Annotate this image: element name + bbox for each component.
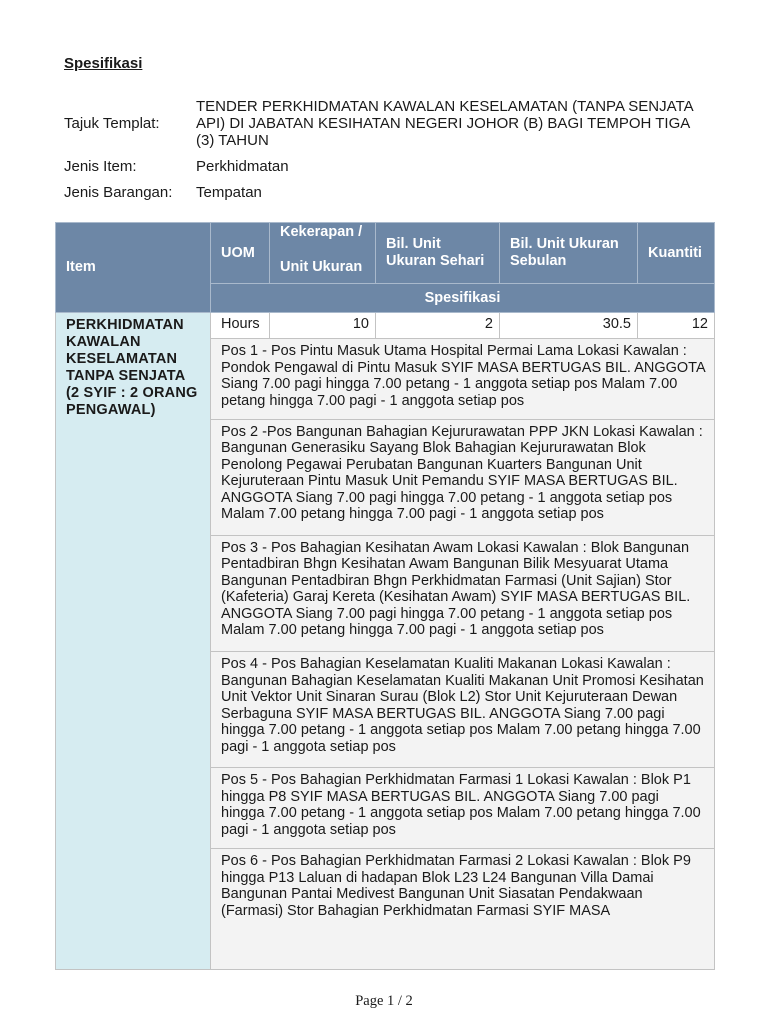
kekerapan-cell: 10 xyxy=(270,313,376,339)
specification-table xyxy=(55,222,715,970)
header-bil-sebulan: Bil. Unit Ukuran Sebulan xyxy=(500,223,638,284)
spec-pos-3: Pos 3 - Pos Bahagian Kesihatan Awam Lokasi Kawalan : Blok Bangunan Pentadbiran Bhgn Kesihatan Awam Bangunan Bilik Mesyuarat Utama Bangunan Pentadbiran Bhgn Perkhidmatan Farmasi (Unit Sajian) Stor (Kafeteria) Garaj Kereta (Kesihatan Awam) SYIF MASA BERTUGAS BIL. ANGGOTA Siang 7.00 pagi hingga 7.00 petang - 1 anggota setiap pos Malam 7.00 petang hingga 7.00 pagi - 1 anggota setiap pos xyxy=(211,535,715,651)
jenis-barangan-value: Tempatan xyxy=(196,184,262,201)
header-spesifikasi: Spesifikasi xyxy=(211,284,715,313)
header-kekerapan-line2: Unit Ukuran xyxy=(280,259,363,275)
tajuk-value: TENDER PERKHIDMATAN KAWALAN KESELAMATAN (TANPA SENJATA API) DI JABATAN KESIHATAN NEGERI JOHOR (B) BAGI TEMPOH TIGA (3) TAHUN xyxy=(196,98,693,149)
kuantiti-cell: 12 xyxy=(638,313,715,339)
spec-pos-2: Pos 2 -Pos Bangunan Bahagian Kejururawatan PPP JKN Lokasi Kawalan : Bangunan Generasiku Sayang Blok Bahagian Kejururawatan Blok Penolong Pegawai Perubatan Bangunan Kuarters Bangunan Unit Kejuruteraan Pintu Masuk Unit Pemandu SYIF MASA BERTUGAS BIL. ANGGOTA Siang 7.00 pagi hingga 7.00 petang - 1 anggota setiap pos Malam 7.00 petang hingga 7.00 pagi - 1 anggota setiap pos xyxy=(211,419,715,535)
header-kekerapan-line1: Kekerapan / xyxy=(280,224,363,240)
spec-pos-5: Pos 5 - Pos Bahagian Perkhidmatan Farmasi 1 Lokasi Kawalan : Blok P1 hingga P8 SYIF MASA BERTUGAS BIL. ANGGOTA Siang 7.00 pagi hingga 7.00 petang - 1 anggota setiap pos Malam 7.00 petang hingga 7.00 pagi - 1 anggota setiap pos xyxy=(211,768,715,849)
section-heading: Spesifikasi xyxy=(64,55,143,72)
header-kekerapan xyxy=(270,223,376,284)
uom-cell: Hours xyxy=(211,313,270,339)
header-uom: UOM xyxy=(211,223,270,284)
jenis-barangan-label: Jenis Barangan: xyxy=(64,184,173,201)
jenis-item-label: Jenis Item: xyxy=(64,158,137,175)
header-bil-sehari: Bil. Unit Ukuran Sehari xyxy=(376,223,500,284)
item-name-cell: PERKHIDMATAN KAWALAN KESELAMATAN TANPA SENJATA (2 SYIF : 2 ORANG PENGAWAL) xyxy=(56,313,211,970)
spec-pos-1: Pos 1 - Pos Pintu Masuk Utama Hospital Permai Lama Lokasi Kawalan : Pondok Pengawal di Pintu Masuk SYIF MASA BERTUGAS BIL. ANGGOTA Siang 7.00 pagi hingga 7.00 petang - 1 anggota setiap pos Malam 7.00 petang hingga 7.00 pagi - 1 anggota setiap pos xyxy=(211,339,715,420)
jenis-item-value: Perkhidmatan xyxy=(196,158,289,175)
header-kuantiti: Kuantiti xyxy=(638,223,715,284)
bil-sebulan-cell: 30.5 xyxy=(500,313,638,339)
header-item: Item xyxy=(56,223,211,313)
spec-pos-6: Pos 6 - Pos Bahagian Perkhidmatan Farmasi 2 Lokasi Kawalan : Blok P9 hingga P13 Laluan di hadapan Blok L23 L24 Bangunan Villa Damai Bangunan Pantai Medivest Bangunan Unit Siasatan Pendakwaan (Farmasi) Stor Bahagian Perkhidmatan Farmasi SYIF MASA xyxy=(211,849,715,970)
spec-pos-4: Pos 4 - Pos Bahagian Keselamatan Kualiti Makanan Lokasi Kawalan : Bangunan Bahagian Keselamatan Kualiti Makanan Unit Promosi Kesihatan Unit Vektor Unit Sinaran Surau (Blok L2) Stor Unit Kejuruteraan Dewan Serbaguna SYIF MASA BERTUGAS BIL. ANGGOTA Siang 7.00 pagi hingga 7.00 petang - 1 anggota setiap pos Malam 7.00 petang hingga 7.00 pagi - 1 anggota setiap pos xyxy=(211,652,715,768)
page-number: Page 1 / 2 xyxy=(355,993,413,1009)
tajuk-label: Tajuk Templat: xyxy=(64,115,160,132)
bil-sehari-cell: 2 xyxy=(376,313,500,339)
